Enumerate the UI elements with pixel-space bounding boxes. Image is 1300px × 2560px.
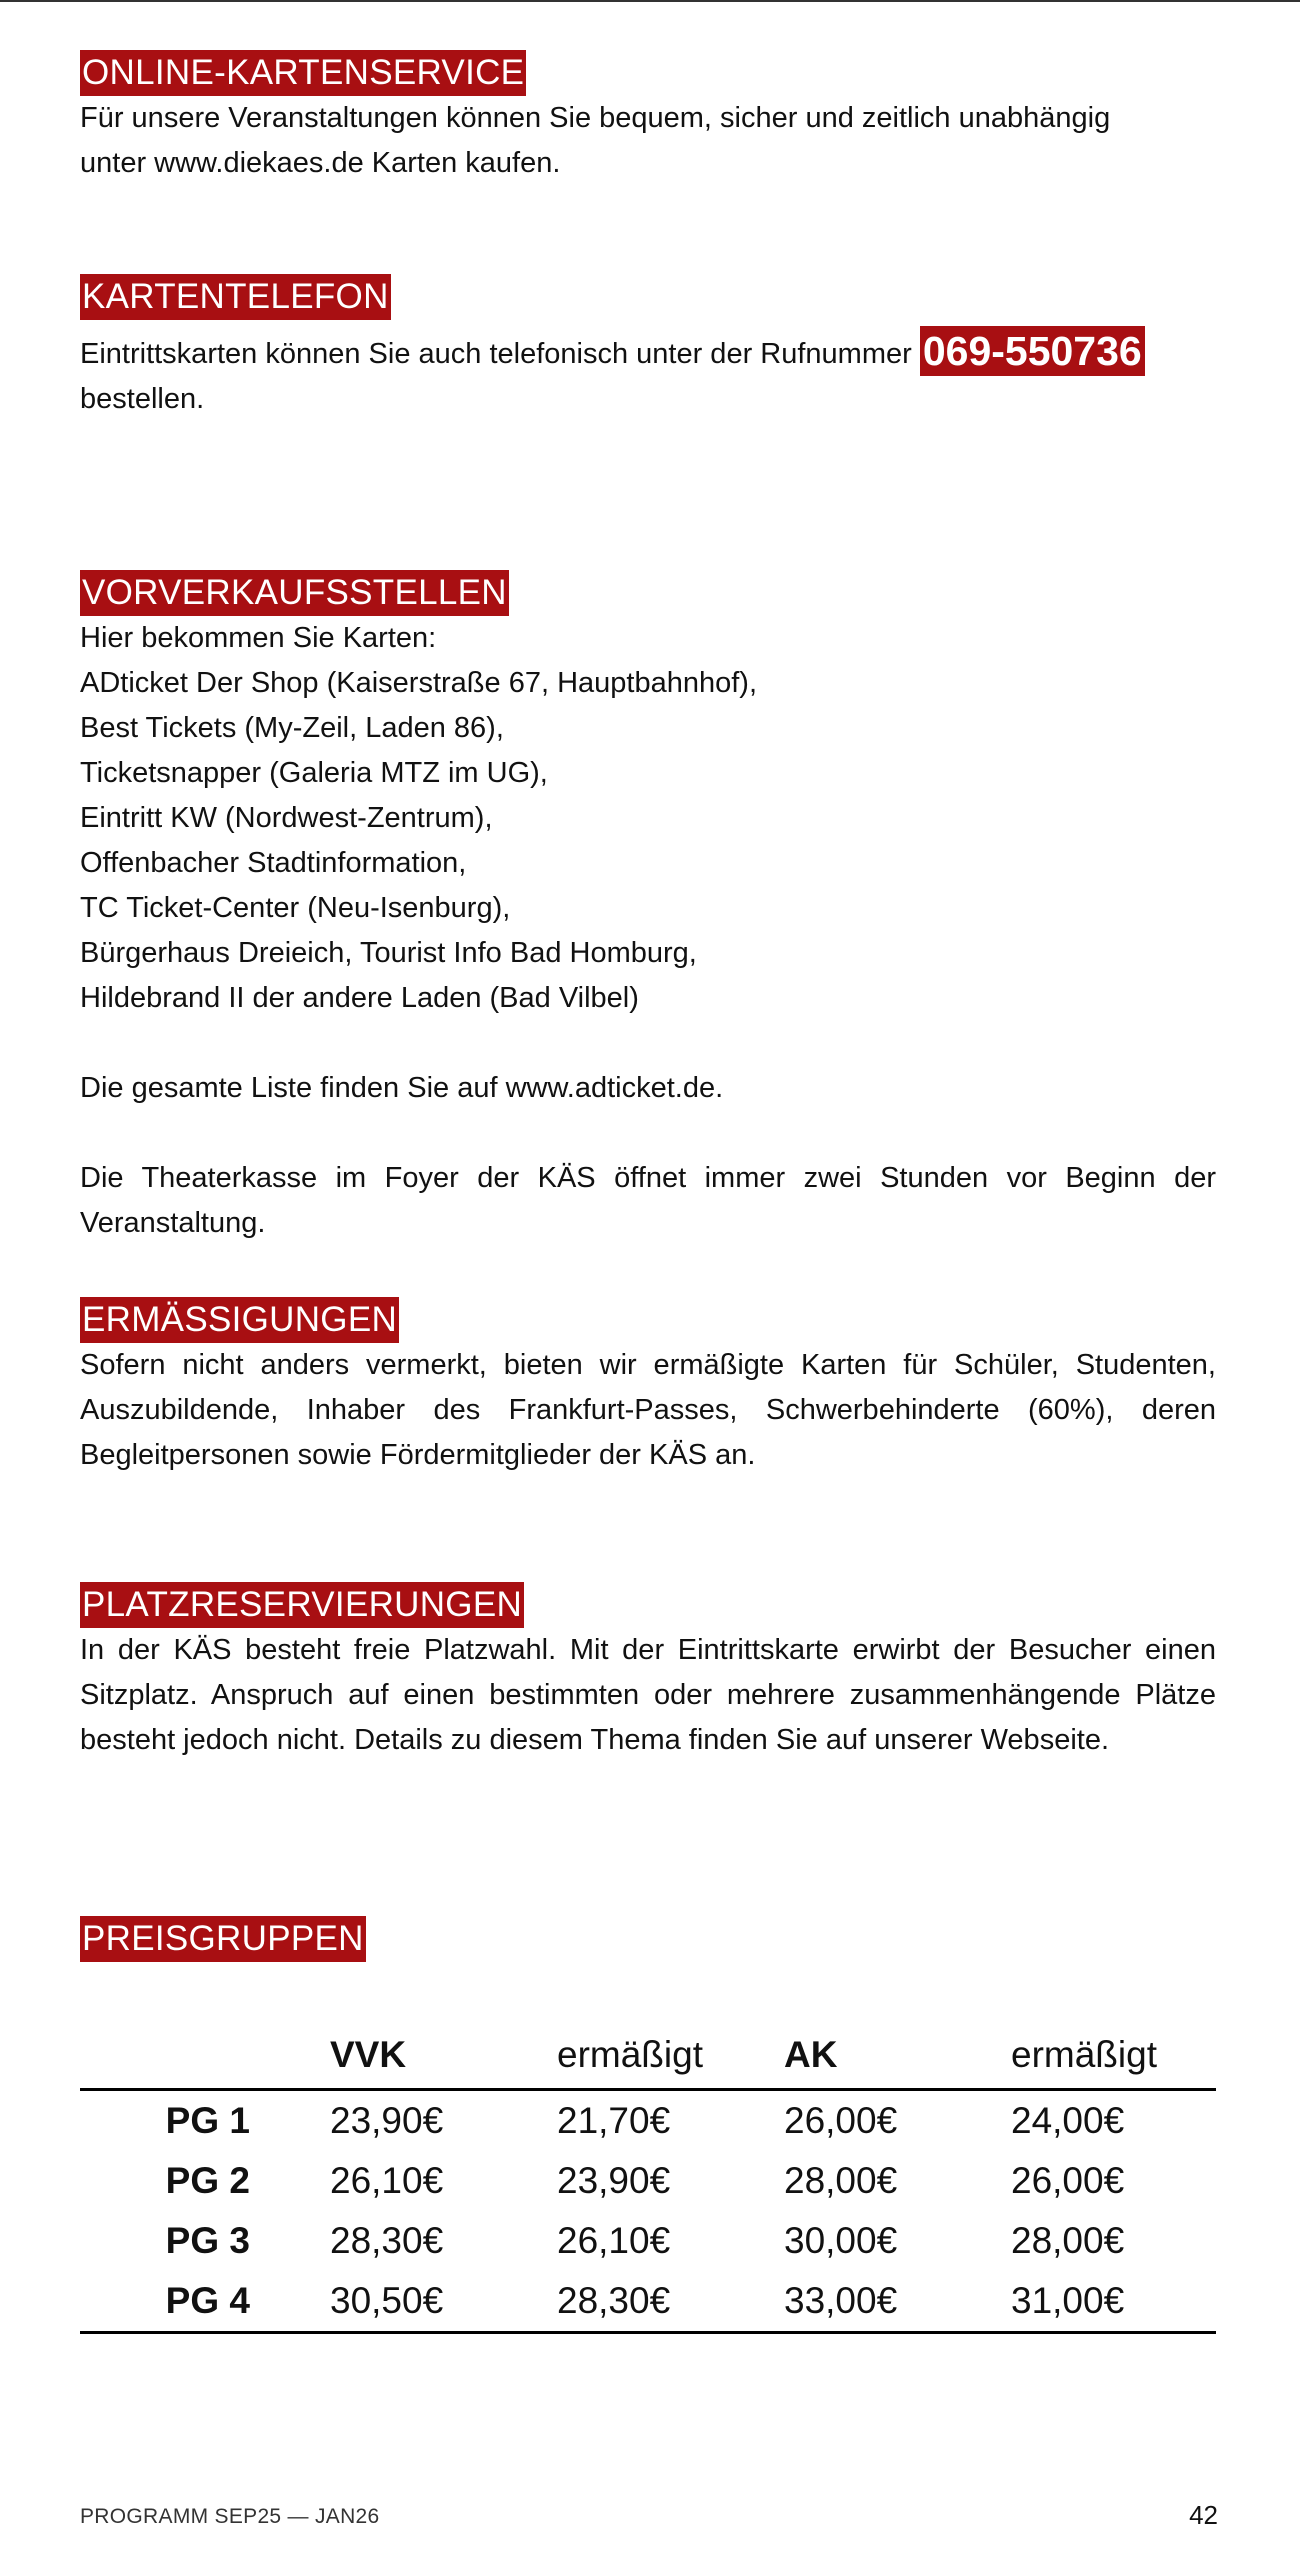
section-platzreservierungen [80,1582,1216,1763]
price-cell: 23,90€ [557,2160,671,2201]
price-cell: 21,70€ [557,2100,671,2141]
price-cell: 33,00€ [784,2271,1011,2333]
vvk-list [80,616,1216,1021]
vvk-box-office: Die Theaterkasse im Foyer der KÄS öffnet immer zwei Stunden vor Beginn der Veranstaltung. [80,1162,1216,1239]
section-ermaessigungen [80,1297,1216,1478]
section-vorverkaufsstellen [80,570,1216,1246]
price-cell: 28,00€ [1011,2220,1125,2261]
price-table [80,2022,1216,2334]
footer-page-number: 42 [1189,2500,1218,2530]
vvk-place: Best Tickets (My-Zeil, Laden 86), [80,712,504,744]
price-table-header [80,2022,1216,2090]
price-cell: 24,00€ [1011,2100,1125,2141]
vvk-place: ADticket Der Shop (Kaiserstraße 67, Hauptbahnhof), [80,667,757,699]
phone-text-after: bestellen. [80,383,205,415]
price-cell: 31,00€ [1011,2271,1216,2333]
header-empty [80,2022,330,2090]
section-preisgruppen [80,1916,1216,2334]
price-cell: 30,50€ [330,2271,557,2333]
price-group-label: PG 4 [80,2271,330,2333]
price-cell: 26,10€ [557,2220,671,2261]
vvk-place: Eintritt KW (Nordwest-Zentrum), [80,802,493,834]
price-cell: 28,30€ [557,2271,784,2333]
price-cell: 26,00€ [784,2100,898,2141]
table-row [80,2090,1216,2152]
vvk-place: Hildebrand II der andere Laden (Bad Vilbel) [80,982,639,1014]
vvk-place: Offenbacher Stadtinformation, [80,847,467,879]
heading-platzreservierungen: PLATZRESERVIERUNGEN [80,1582,524,1628]
phone-text [80,326,1216,422]
section-online [80,50,1216,186]
price-cell: 26,00€ [1011,2160,1125,2201]
table-row [80,2151,1216,2211]
header-ak-ermaessigt: ermäßigt [1011,2022,1216,2090]
top-rule [0,0,1300,2]
footer-program: PROGRAMM SEP25 — JAN26 [80,2505,380,2528]
heading-ermaessigungen: ERMÄSSIGUNGEN [80,1297,399,1343]
heading-online-kartenservice: ONLINE-KARTENSERVICE [80,50,526,96]
phone-number: 069-550736 [920,326,1145,376]
vvk-place: Ticketsnapper (Galeria MTZ im UG), [80,757,548,789]
heading-preisgruppen: PREISGRUPPEN [80,1916,366,1962]
table-row [80,2271,1216,2333]
vvk-list-note: Die gesamte Liste finden Sie auf www.adticket.de. [80,1072,724,1104]
header-ak: AK [784,2022,1011,2090]
section-kartentelefon [80,274,1216,422]
price-cell: 28,00€ [784,2160,898,2201]
price-cell: 26,10€ [330,2160,444,2201]
price-group-label: PG 2 [165,2160,250,2201]
discounts-text: Sofern nicht anders vermerkt, bieten wir ermäßigte Karten für Schüler, Studenten, Auszubildende, Inhaber des Frankfurt-Passes, Schwerbehinderte (60%), deren Begleitpersonen sowie Fördermitglieder der KÄS an. [80,1349,1216,1471]
price-group-label: PG 3 [165,2220,250,2261]
seating-text: In der KÄS besteht freie Platzwahl. Mit der Eintrittskarte erwirbt der Besucher einen Sitzplatz. Anspruch auf einen bestimmten oder mehrere zusammenhängende Plätze besteht jedoch nicht. Details zu diesem Thema finden Sie auf unserer Webseite. [80,1634,1216,1756]
vvk-intro: Hier bekommen Sie Karten: [80,622,437,654]
vvk-place: TC Ticket-Center (Neu-Isenburg), [80,892,511,924]
price-cell: 23,90€ [330,2100,444,2141]
price-cell: 30,00€ [784,2220,898,2261]
price-group-label: PG 1 [165,2100,250,2141]
header-vvk-ermaessigt: ermäßigt [557,2022,784,2090]
header-vvk: VVK [330,2022,557,2090]
heading-vorverkaufsstellen: VORVERKAUFSSTELLEN [80,570,509,616]
table-row [80,2211,1216,2271]
vvk-place: Bürgerhaus Dreieich, Tourist Info Bad Homburg, [80,937,697,969]
online-text: Für unsere Veranstaltungen können Sie bequem, sicher und zeitlich unabhängig unter www.diekaes.de Karten kaufen. [80,102,1111,179]
heading-kartentelefon: KARTENTELEFON [80,274,391,320]
price-cell: 28,30€ [330,2220,444,2261]
phone-text-before: Eintrittskarten können Sie auch telefonisch unter der Rufnummer [80,338,912,370]
